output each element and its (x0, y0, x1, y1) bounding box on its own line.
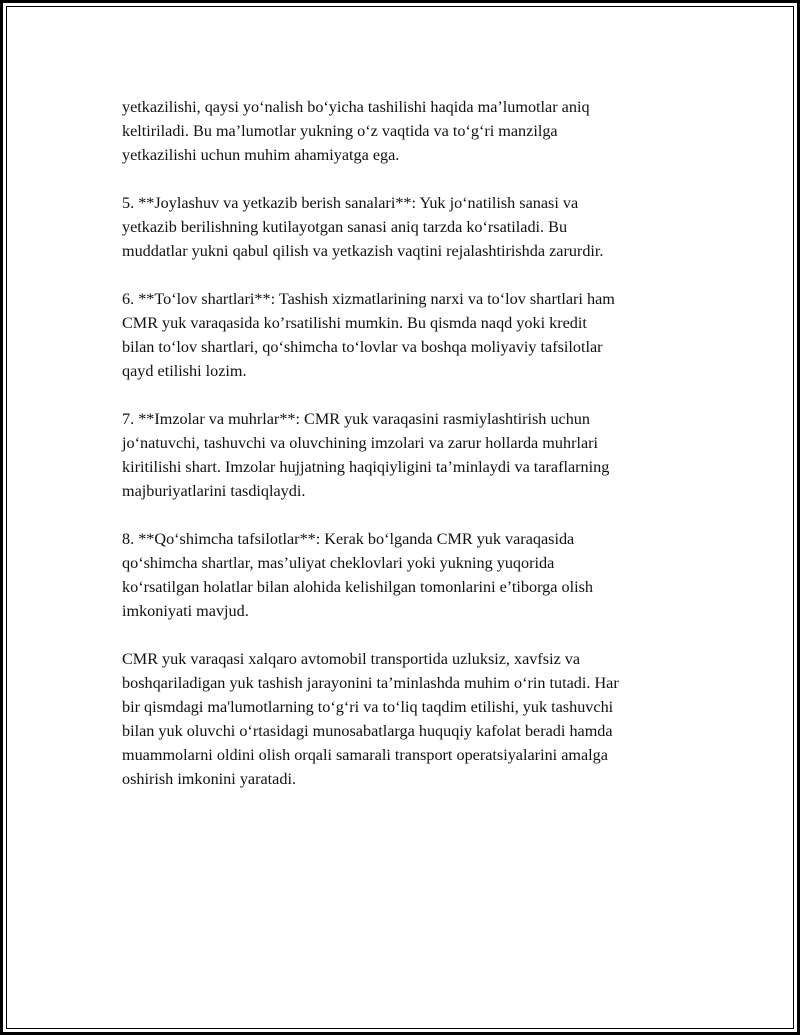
text-line: 5. **Joylashuv va yetkazib berish sanalari**: Yuk jo‘natilish sanasi va (122, 194, 579, 212)
paragraph-item-7 (122, 407, 697, 503)
text-line: keltiriladi. Bu ma’lumotlar yukning o‘z vaqtida va to‘g‘ri manzilga (122, 122, 558, 140)
text-line: kiritilishi shart. Imzolar hujjatning haqiqiyligini ta’minlaydi va taraflarning (122, 458, 610, 476)
text-line: bilan yuk oluvchi o‘rtasidagi munosabatlarga huquqiy kafolat beradi hamda (122, 722, 613, 740)
text-line: bilan to‘lov shartlari, qo‘shimcha to‘lovlar va boshqa moliyaviy tafsilotlar (122, 338, 603, 356)
text-line: 6. **To‘lov shartlari**: Tashish xizmatlarining narxi va to‘lov shartlari ham (122, 290, 615, 308)
text-line: majburiyatlarini tasdiqlaydi. (122, 482, 306, 500)
text-line: muammolarni oldini olish orqali samarali transport operatsiyalarini amalga (122, 746, 608, 764)
text-line: CMR yuk varaqasida ko’rsatilishi mumkin. Bu qismda naqd yoki kredit (122, 314, 587, 332)
paragraph-item-8 (122, 527, 697, 623)
text-line: jo‘natuvchi, tashuvchi va oluvchining imzolari va zarur hollarda muhrlari (122, 434, 599, 452)
text-line: qo‘shimcha shartlar, mas’uliyat cheklovlari yoki yukning yuqorida (122, 554, 555, 572)
text-line: ko‘rsatilgan holatlar bilan alohida kelishilgan tomonlarini e’tiborga olish (122, 578, 593, 596)
paragraph-intro (122, 95, 697, 167)
paragraph-item-5 (122, 191, 697, 263)
document-body (122, 95, 697, 815)
text-line: yetkazilishi uchun muhim ahamiyatga ega. (122, 146, 400, 164)
text-line: muddatlar yukni qabul qilish va yetkazish vaqtini rejalashtirishda zarurdir. (122, 242, 604, 260)
paragraph-conclusion (122, 647, 697, 791)
text-line: yetkazilishi, qaysi yo‘nalish bo‘yicha tashilishi haqida ma’lumotlar aniq (122, 98, 590, 116)
paragraph-item-6 (122, 287, 697, 383)
text-line: imkoniyati mavjud. (122, 602, 249, 620)
text-line: 8. **Qo‘shimcha tafsilotlar**: Kerak bo‘lganda CMR yuk varaqasida (122, 530, 575, 548)
text-line: yetkazib berilishning kutilayotgan sanasi aniq tarzda ko‘rsatiladi. Bu (122, 218, 568, 236)
text-line: 7. **Imzolar va muhrlar**: CMR yuk varaqasini rasmiylashtirish uchun (122, 410, 590, 428)
text-line: qayd etilishi lozim. (122, 362, 247, 380)
text-line: boshqariladigan yuk tashish jarayonini ta’minlashda muhim o‘rin tutadi. Har (122, 674, 619, 692)
text-line: oshirish imkonini yaratadi. (122, 770, 296, 788)
text-line: bir qismdagi ma'lumotlarning to‘g‘ri va to‘liq taqdim etilishi, yuk tashuvchi (122, 698, 614, 716)
text-line: CMR yuk varaqasi xalqaro avtomobil transportida uzluksiz, xavfsiz va (122, 650, 581, 668)
